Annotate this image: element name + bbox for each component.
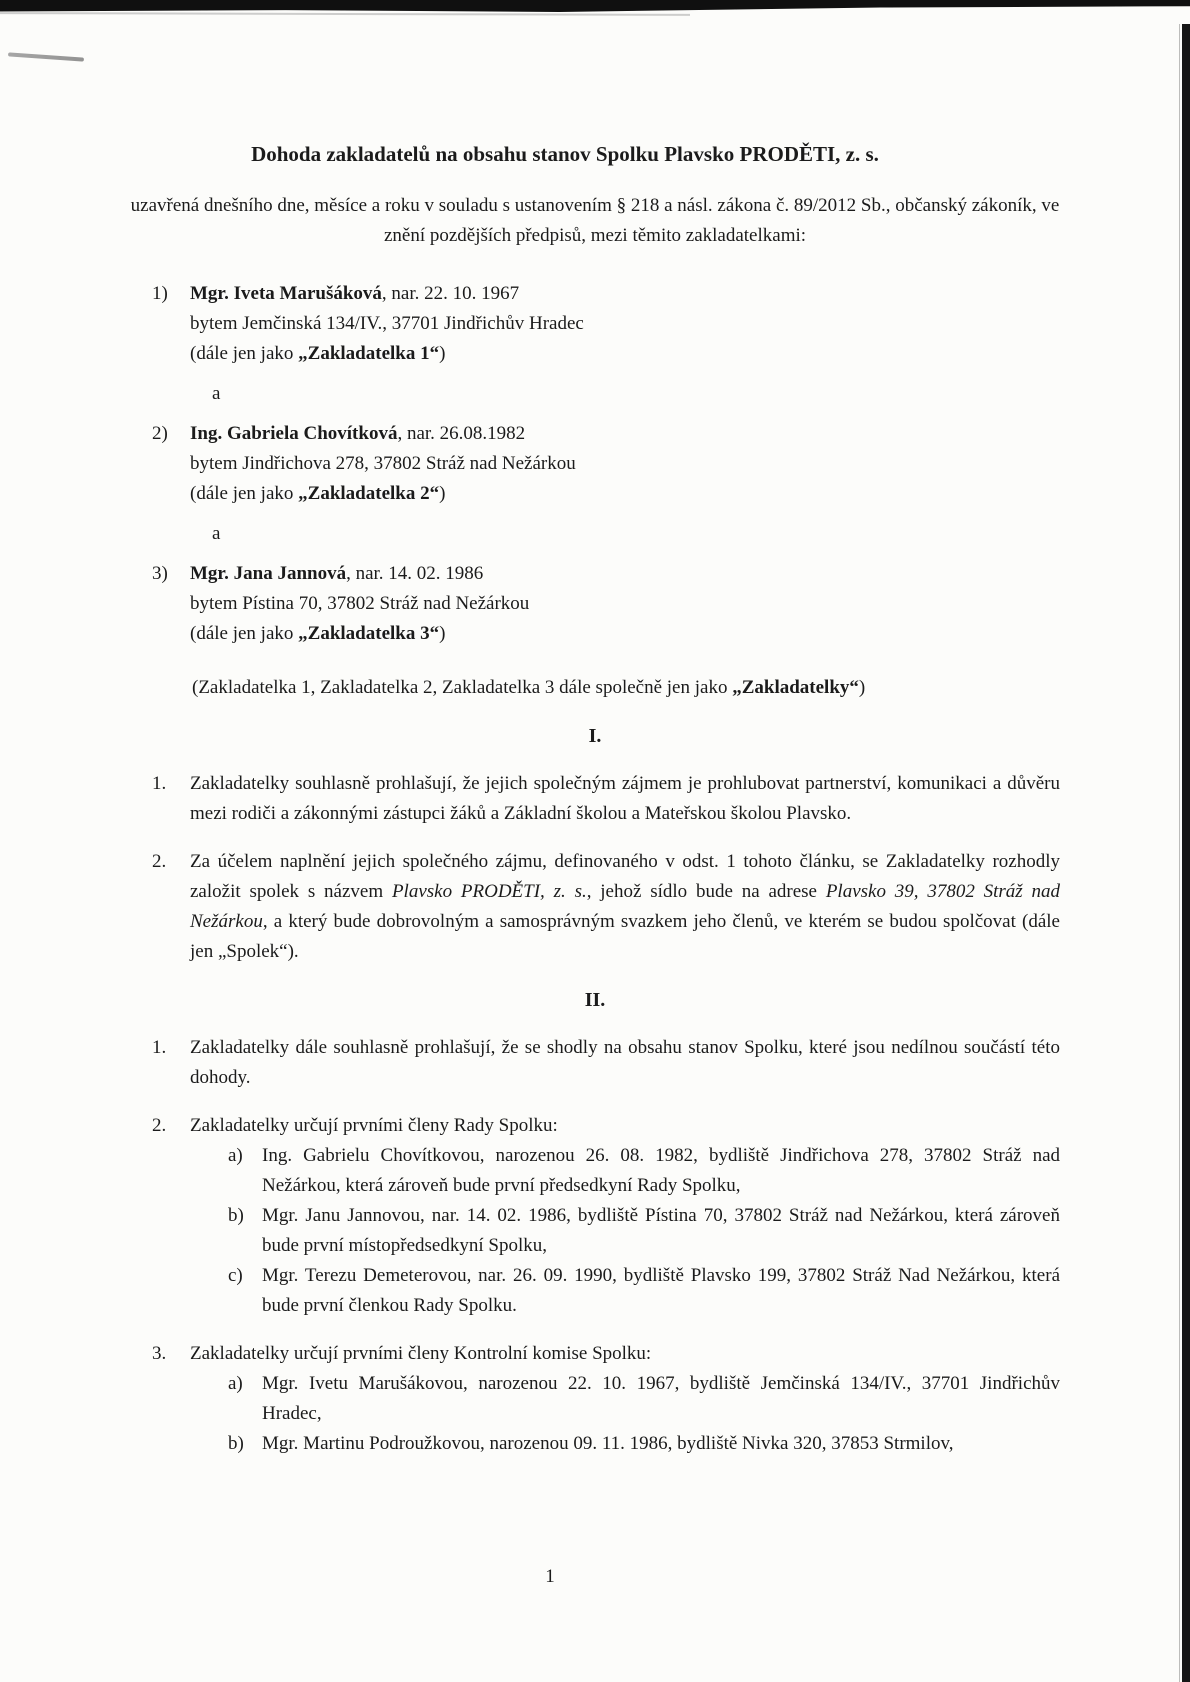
founder-birth: , nar. 22. 10. 1967 [381, 283, 520, 304]
founder-birth: , nar. 26.08.1982 [397, 423, 526, 444]
founder-address: bytem Jindřichova 278, 37802 Stráž nad Nežárkou [190, 453, 576, 474]
founder-details [190, 419, 1060, 509]
clause-text: Zakladatelky určují prvními členy Kontrolní komise Spolku: [190, 1343, 652, 1364]
sub-clauses [228, 1369, 1060, 1459]
clause-part: , jehož sídlo bude na adrese [586, 881, 826, 902]
founder-entry [152, 559, 1060, 649]
clause-item [152, 1111, 1060, 1321]
sub-clause-letter: a) [228, 1373, 243, 1394]
founder-number: 2) [152, 423, 168, 444]
sub-clause [228, 1261, 1060, 1321]
sub-clause-text: Mgr. Janu Jannovou, nar. 14. 02. 1986, bydliště Pístina 70, 37802 Stráž nad Nežárkou, která zároveň bude první místopředsedkyní Spolku, [262, 1205, 1060, 1256]
alias-suffix: ) [439, 343, 446, 364]
clause-body [190, 1111, 1060, 1321]
clause-text: Zakladatelky určují prvními členy Rady Spolku: [190, 1115, 558, 1136]
founder-birth: , nar. 14. 02. 1986 [346, 563, 484, 584]
collective-alias-line [192, 673, 1060, 703]
founder-details [190, 279, 1060, 369]
clause-text: Zakladatelky souhlasně prohlašují, že jejich společným zájmem je prohlubovat partnerství, komunikaci a důvěru mezi rodiči a zákonnými zástupci žáků a Základní školou a Mateřskou školou Plavsko. [190, 773, 1060, 824]
sub-clause-letter: c) [228, 1265, 243, 1286]
clause-body [190, 1339, 1060, 1459]
page-number: 1 [545, 1566, 555, 1587]
clause-number: 1. [152, 773, 167, 794]
clause-text [190, 847, 1060, 967]
founder-alias: „Zakladatelka 3“ [298, 623, 440, 644]
founder-number: 3) [152, 563, 168, 584]
association-address-italic: Plavsko 39, 37802 Stráž nad Nežárkou [190, 881, 1061, 932]
sub-clause [228, 1141, 1060, 1201]
alias-prefix: (dále jen jako [190, 343, 299, 364]
sub-clause-letter: a) [228, 1145, 243, 1166]
clause-item [152, 847, 1060, 967]
collective-alias: „Zakladatelky“ [732, 677, 859, 698]
founder-entry [152, 419, 1060, 509]
founder-name-line [190, 559, 1060, 589]
founder-name-line [190, 279, 1060, 309]
clause-number: 3. [152, 1343, 167, 1364]
founder-entry [152, 279, 1060, 369]
sub-clauses [228, 1141, 1060, 1321]
section-heading-i: I. [588, 725, 602, 747]
sub-clause [228, 1201, 1060, 1261]
sub-clause-letter: b) [228, 1205, 244, 1226]
collective-prefix: (Zakladatelka 1, Zakladatelka 2, Zakladatelka 3 dále společně jen jako [192, 677, 733, 698]
founder-alias-line [190, 339, 1060, 369]
clause-part: Za účelem naplnění jejich společného zájmu, definovaného v odst. 1 tohoto článku, se Zakladatelky rozhodly založit spolek s názvem [190, 851, 1060, 902]
sub-clause-text: Ing. Gabrielu Chovítkovou, narozenou 26. 08. 1982, bydliště Jindřichova 278, 37802 Stráž nad Nežárkou, která zároveň bude první předsedkyní Rady Spolku, [262, 1145, 1060, 1196]
founder-details [190, 559, 1060, 649]
founders-list [130, 279, 1060, 649]
sub-clause-text: Mgr. Martinu Podroužkovou, narozenou 09. 11. 1986, bydliště Nivka 320, 37853 Strmilov, [262, 1433, 954, 1454]
clause-item [152, 769, 1060, 829]
association-name-italic: Plavsko PRODĚTI, z. s. [391, 881, 587, 902]
and-separator: a [212, 523, 221, 544]
clause-part: , a který bude dobrovolným a samosprávným svazkem jeho členů, ve kterém se budou spolčovat (dále jen „Spolek“). [190, 911, 1060, 962]
clause-item [152, 1033, 1060, 1093]
clause-number: 1. [152, 1037, 167, 1058]
clause-number: 2. [152, 1115, 167, 1136]
founder-number: 1) [152, 283, 168, 304]
sub-clause-text: Mgr. Ivetu Marušákovou, narozenou 22. 10. 1967, bydliště Jemčinská 134/IV., 37701 Jindřichův Hradec, [262, 1373, 1060, 1424]
and-separator: a [212, 383, 221, 404]
founder-alias: „Zakladatelka 1“ [298, 343, 440, 364]
founder-address: bytem Pístina 70, 37802 Stráž nad Nežárkou [190, 593, 530, 614]
founder-name-line [190, 419, 1060, 449]
clause-number: 2. [152, 851, 167, 872]
founder-alias: „Zakladatelka 2“ [298, 483, 440, 504]
section-i-items [130, 769, 1060, 967]
alias-prefix: (dále jen jako [190, 483, 299, 504]
scan-artifact-right-bar [1182, 24, 1190, 1682]
sub-clause [228, 1429, 1060, 1459]
sub-clause-letter: b) [228, 1433, 244, 1454]
sub-clause-text: Mgr. Terezu Demeterovou, nar. 26. 09. 1990, bydliště Plavsko 199, 37802 Stráž Nad Nežárkou, která bude první členkou Rady Spolku. [262, 1265, 1060, 1316]
alias-prefix: (dále jen jako [190, 623, 299, 644]
document-content [130, 0, 1060, 1459]
clause-item [152, 1339, 1060, 1459]
founder-name: Mgr. Iveta Marušáková [190, 283, 382, 304]
founder-alias-line [190, 619, 1060, 649]
founder-name: Ing. Gabriela Chovítková [190, 423, 398, 444]
founder-address: bytem Jemčinská 134/IV., 37701 Jindřichův Hradec [190, 313, 584, 334]
scan-artifact-gray-dash [8, 52, 84, 61]
founder-alias-line [190, 479, 1060, 509]
alias-suffix: ) [439, 483, 446, 504]
collective-suffix: ) [858, 677, 866, 698]
founder-name: Mgr. Jana Jannová [190, 563, 347, 584]
document-title: Dohoda zakladatelů na obsahu stanov Spolku Plavsko PRODĚTI, z. s. [251, 142, 879, 166]
clause-text: Zakladatelky dále souhlasně prohlašují, že se shodly na obsahu stanov Spolku, které jsou nedílnou součástí této dohody. [190, 1037, 1060, 1088]
section-ii-items [130, 1033, 1060, 1459]
sub-clause [228, 1369, 1060, 1429]
section-heading-ii: II. [584, 989, 606, 1011]
document-intro: uzavřená dnešního dne, měsíce a roku v souladu s ustanovením § 218 a násl. zákona č. 89/2012 Sb., občanský zákoník, ve znění pozdějších předpisů, mezi těmito zakladatelkami: [130, 195, 1060, 246]
alias-suffix: ) [439, 623, 446, 644]
